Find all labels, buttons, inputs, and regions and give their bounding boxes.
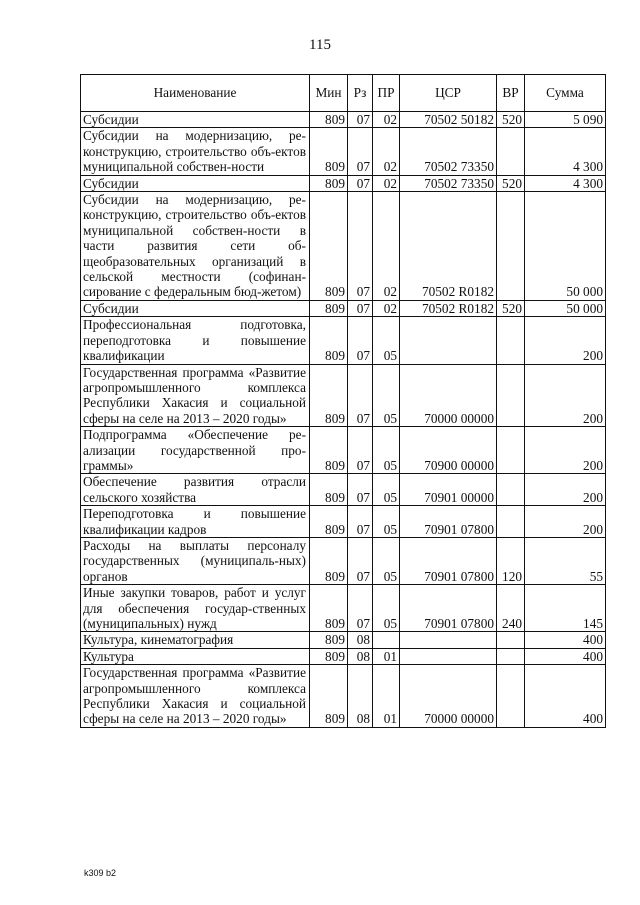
cell-csr bbox=[400, 648, 497, 664]
cell-sum: 4 300 bbox=[525, 175, 606, 191]
cell-name: Субсидии на модернизацию, ре-конструкцию, строительство объ-ектов муниципальной собствен-ности в части развития сети об-щеобразовательных организаций в сельской местности (софинан-сирование с федеральным бюд-жетом) bbox=[81, 192, 310, 301]
cell-sum: 50 000 bbox=[525, 192, 606, 301]
cell-vr bbox=[497, 317, 525, 364]
cell-pr: 02 bbox=[373, 112, 400, 128]
cell-min: 809 bbox=[310, 474, 348, 506]
cell-sum: 200 bbox=[525, 427, 606, 474]
cell-name: Субсидии на модернизацию, ре-конструкцию, строительство объ-ектов муниципальной собствен-ности bbox=[81, 128, 310, 175]
cell-csr: 70901 07800 bbox=[400, 506, 497, 538]
cell-vr bbox=[497, 632, 525, 648]
table-row bbox=[81, 364, 606, 427]
cell-pr: 02 bbox=[373, 128, 400, 175]
cell-rz: 07 bbox=[348, 112, 373, 128]
cell-pr: 02 bbox=[373, 175, 400, 191]
cell-sum: 4 300 bbox=[525, 128, 606, 175]
cell-vr bbox=[497, 506, 525, 538]
table-header-row bbox=[81, 75, 606, 112]
table-row bbox=[81, 537, 606, 584]
cell-vr: 240 bbox=[497, 585, 525, 632]
table-body bbox=[81, 112, 606, 728]
cell-min: 809 bbox=[310, 585, 348, 632]
cell-csr: 70901 07800 bbox=[400, 537, 497, 584]
cell-csr: 70502 73350 bbox=[400, 175, 497, 191]
cell-rz: 07 bbox=[348, 585, 373, 632]
cell-sum: 200 bbox=[525, 506, 606, 538]
header-name: Наименование bbox=[81, 75, 310, 112]
table-row bbox=[81, 128, 606, 175]
cell-csr: 70502 R0182 bbox=[400, 300, 497, 316]
page-number: 115 bbox=[309, 37, 331, 53]
table-row bbox=[81, 665, 606, 728]
cell-name: Субсидии bbox=[81, 112, 310, 128]
cell-pr: 02 bbox=[373, 300, 400, 316]
table-row bbox=[81, 585, 606, 632]
cell-rz: 07 bbox=[348, 537, 373, 584]
cell-sum: 400 bbox=[525, 665, 606, 728]
cell-rz: 08 bbox=[348, 632, 373, 648]
cell-pr: 05 bbox=[373, 537, 400, 584]
cell-rz: 08 bbox=[348, 665, 373, 728]
budget-table bbox=[80, 74, 606, 728]
cell-csr: 70000 00000 bbox=[400, 364, 497, 427]
cell-rz: 07 bbox=[348, 175, 373, 191]
cell-rz: 07 bbox=[348, 128, 373, 175]
cell-csr: 70502 R0182 bbox=[400, 192, 497, 301]
header-rz: Рз bbox=[348, 75, 373, 112]
cell-csr: 70901 00000 bbox=[400, 474, 497, 506]
cell-csr bbox=[400, 632, 497, 648]
cell-vr: 520 bbox=[497, 300, 525, 316]
cell-name: Субсидии bbox=[81, 175, 310, 191]
cell-min: 809 bbox=[310, 112, 348, 128]
cell-vr bbox=[497, 427, 525, 474]
header-csr: ЦСР bbox=[400, 75, 497, 112]
cell-rz: 07 bbox=[348, 474, 373, 506]
cell-min: 809 bbox=[310, 648, 348, 664]
footer-code: k309 b2 bbox=[84, 868, 117, 878]
cell-sum: 145 bbox=[525, 585, 606, 632]
cell-name: Обеспечение развития отрасли сельского хозяйства bbox=[81, 474, 310, 506]
cell-vr: 120 bbox=[497, 537, 525, 584]
cell-min: 809 bbox=[310, 632, 348, 648]
cell-pr: 02 bbox=[373, 192, 400, 301]
cell-rz: 07 bbox=[348, 506, 373, 538]
cell-rz: 07 bbox=[348, 300, 373, 316]
cell-csr: 70502 73350 bbox=[400, 128, 497, 175]
cell-name: Переподготовка и повышение квалификации кадров bbox=[81, 506, 310, 538]
cell-pr: 05 bbox=[373, 474, 400, 506]
cell-name: Субсидии bbox=[81, 300, 310, 316]
cell-min: 809 bbox=[310, 300, 348, 316]
table-row bbox=[81, 427, 606, 474]
cell-pr: 05 bbox=[373, 427, 400, 474]
cell-name: Культура, кинематография bbox=[81, 632, 310, 648]
cell-rz: 08 bbox=[348, 648, 373, 664]
table-row bbox=[81, 112, 606, 128]
cell-sum: 200 bbox=[525, 474, 606, 506]
cell-csr: 70900 00000 bbox=[400, 427, 497, 474]
cell-min: 809 bbox=[310, 317, 348, 364]
header-min: Мин bbox=[310, 75, 348, 112]
cell-name: Культура bbox=[81, 648, 310, 664]
table-row bbox=[81, 648, 606, 664]
cell-vr: 520 bbox=[497, 112, 525, 128]
cell-pr: 01 bbox=[373, 665, 400, 728]
cell-vr bbox=[497, 192, 525, 301]
table-row bbox=[81, 192, 606, 301]
table-row bbox=[81, 175, 606, 191]
cell-sum: 200 bbox=[525, 317, 606, 364]
header-vr: ВР bbox=[497, 75, 525, 112]
cell-rz: 07 bbox=[348, 317, 373, 364]
cell-pr bbox=[373, 632, 400, 648]
cell-vr bbox=[497, 665, 525, 728]
cell-vr bbox=[497, 474, 525, 506]
cell-vr bbox=[497, 364, 525, 427]
cell-rz: 07 bbox=[348, 364, 373, 427]
cell-vr: 520 bbox=[497, 175, 525, 191]
cell-sum: 200 bbox=[525, 364, 606, 427]
cell-sum: 50 000 bbox=[525, 300, 606, 316]
cell-csr: 70502 50182 bbox=[400, 112, 497, 128]
cell-sum: 5 090 bbox=[525, 112, 606, 128]
cell-min: 809 bbox=[310, 175, 348, 191]
cell-name: Иные закупки товаров, работ и услуг для обеспечения государ-ственных (муниципальных) нужд bbox=[81, 585, 310, 632]
cell-name: Расходы на выплаты персоналу государственных (муниципаль-ных) органов bbox=[81, 537, 310, 584]
cell-sum: 400 bbox=[525, 648, 606, 664]
table-row bbox=[81, 317, 606, 364]
cell-rz: 07 bbox=[348, 192, 373, 301]
cell-csr: 70901 07800 bbox=[400, 585, 497, 632]
table-row bbox=[81, 632, 606, 648]
cell-pr: 05 bbox=[373, 364, 400, 427]
header-sum: Сумма bbox=[525, 75, 606, 112]
cell-pr: 05 bbox=[373, 317, 400, 364]
table-row bbox=[81, 506, 606, 538]
cell-min: 809 bbox=[310, 128, 348, 175]
cell-sum: 55 bbox=[525, 537, 606, 584]
cell-min: 809 bbox=[310, 192, 348, 301]
cell-pr: 05 bbox=[373, 506, 400, 538]
cell-sum: 400 bbox=[525, 632, 606, 648]
cell-vr bbox=[497, 128, 525, 175]
cell-csr: 70000 00000 bbox=[400, 665, 497, 728]
cell-min: 809 bbox=[310, 665, 348, 728]
cell-min: 809 bbox=[310, 506, 348, 538]
cell-name: Государственная программа «Развитие агропромышленного комплекса Республики Хакасия и социальной сферы на селе на 2013 – 2020 годы» bbox=[81, 364, 310, 427]
cell-name: Подпрограмма «Обеспечение ре-ализации государственной про-граммы» bbox=[81, 427, 310, 474]
cell-name: Государственная программа «Развитие агропромышленного комплекса Республики Хакасия и социальной сферы на селе на 2013 – 2020 годы» bbox=[81, 665, 310, 728]
cell-csr bbox=[400, 317, 497, 364]
header-pr: ПР bbox=[373, 75, 400, 112]
cell-pr: 01 bbox=[373, 648, 400, 664]
cell-vr bbox=[497, 648, 525, 664]
cell-min: 809 bbox=[310, 364, 348, 427]
cell-min: 809 bbox=[310, 427, 348, 474]
cell-name: Профессиональная подготовка, переподготовка и повышение квалификации bbox=[81, 317, 310, 364]
table-row bbox=[81, 300, 606, 316]
cell-min: 809 bbox=[310, 537, 348, 584]
cell-pr: 05 bbox=[373, 585, 400, 632]
table-row bbox=[81, 474, 606, 506]
cell-rz: 07 bbox=[348, 427, 373, 474]
